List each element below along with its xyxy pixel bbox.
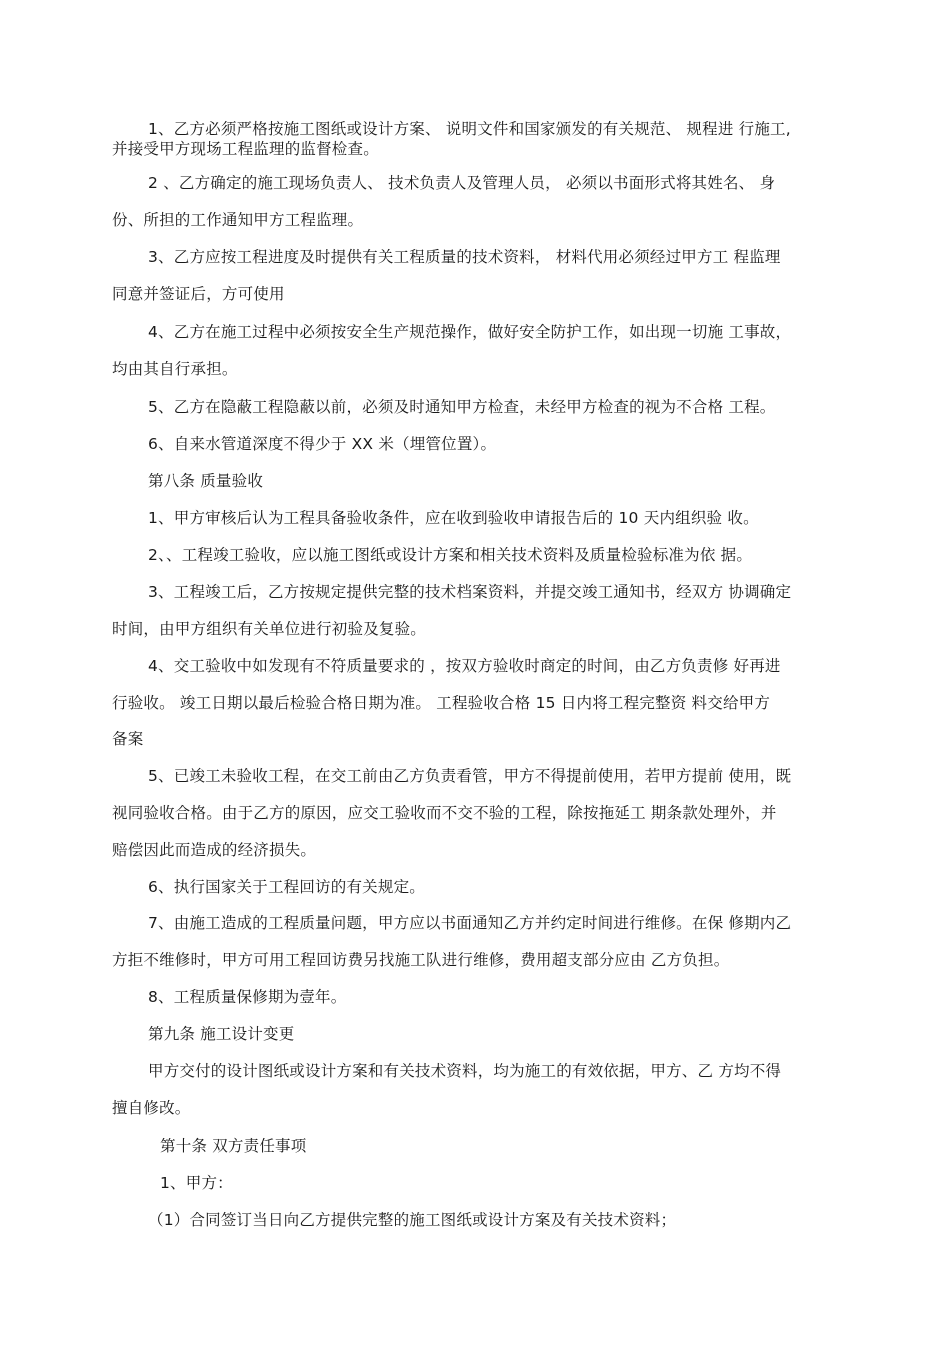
text-line: 5、已竣工未验收工程，在交工前由乙方负责看管，甲方不得提前使用，若甲方提前 使用，既 [148, 767, 792, 785]
text-line: （1）合同签订当日向乙方提供完整的施工图纸或设计方案及有关技术资料； [148, 1211, 677, 1229]
text-line: 8、工程质量保修期为壹年。 [148, 988, 347, 1006]
section-heading: 第十条 双方责任事项 [160, 1137, 307, 1155]
text-line: 6、自来水管道深度不得少于 XX 米（埋管位置）。 [148, 435, 497, 453]
text-line: 6、执行国家关于工程回访的有关规定。 [148, 878, 425, 896]
text-line: 并接受甲方现场工程监理的监督检查。 [112, 140, 379, 158]
text-line: 4、交工验收中如发现有不符质量要求的 ，按双方验收时商定的时间，由乙方负责修 好再进 [148, 657, 781, 675]
text-line: 1、乙方必须严格按施工图纸或设计方案、 说明文件和国家颁发的有关规范、 规程进 行施工, [148, 120, 791, 138]
text-line: 7、由施工造成的工程质量问题，甲方应以书面通知乙方并约定时间进行维修。在保 修期内乙 [148, 914, 792, 932]
text-line: 甲方交付的设计图纸或设计方案和有关技术资料，均为施工的有效依据，甲方、乙 方均不得 [148, 1062, 782, 1080]
text-line: 5、乙方在隐蔽工程隐蔽以前，必须及时通知甲方检查，未经甲方检查的视为不合格 工程。 [148, 398, 776, 416]
text-line: 1、甲方审核后认为工程具备验收条件，应在收到验收申请报告后的 10 天内组织验 收。 [148, 509, 759, 527]
text-line: 行验收。 竣工日期以最后检验合格日期为准。 工程验收合格 15 日内将工程完整资 料交给甲方 [112, 694, 771, 712]
text-line: 3、乙方应按工程进度及时提供有关工程质量的技术资料， 材料代用必须经过甲方工 程监理 [148, 248, 781, 266]
text-line: 方拒不维修时，甲方可用工程回访费另找施工队进行维修，费用超支部分应由 乙方负担。 [112, 951, 730, 969]
text-line: 1、甲方： [160, 1174, 233, 1192]
text-line: 同意并签证后，方可使用 [112, 285, 285, 303]
text-line: 时间，由甲方组织有关单位进行初验及复验。 [112, 620, 427, 638]
text-line: 视同验收合格。由于乙方的原因，应交工验收而不交不验的工程，除按拖延工 期条款处理外，并 [112, 804, 777, 822]
text-line: 2、、工程竣工验收，应以施工图纸或设计方案和相关技术资料及质量检验标准为依 据。 [148, 546, 753, 564]
text-line: 赔偿因此而造成的经济损失。 [112, 841, 317, 859]
text-line: 均由其自行承担。 [112, 360, 238, 378]
text-line: 2 、乙方确定的施工现场负责人、 技术负责人及管理人员， 必须以书面形式将其姓名、 身 [148, 174, 776, 192]
section-heading: 第八条 质量验收 [148, 472, 264, 490]
text-line: 3、工程竣工后，乙方按规定提供完整的技术档案资料，并提交竣工通知书，经双方 协调确定 [148, 583, 792, 601]
text-line: 4、乙方在施工过程中必须按安全生产规范操作，做好安全防护工作，如出现一切施 工事故， [148, 323, 792, 341]
section-heading: 第九条 施工设计变更 [148, 1025, 295, 1043]
text-line: 份、所担的工作通知甲方工程监理。 [112, 211, 364, 229]
text-line: 擅自修改。 [112, 1099, 191, 1117]
text-line: 备案 [112, 730, 144, 748]
